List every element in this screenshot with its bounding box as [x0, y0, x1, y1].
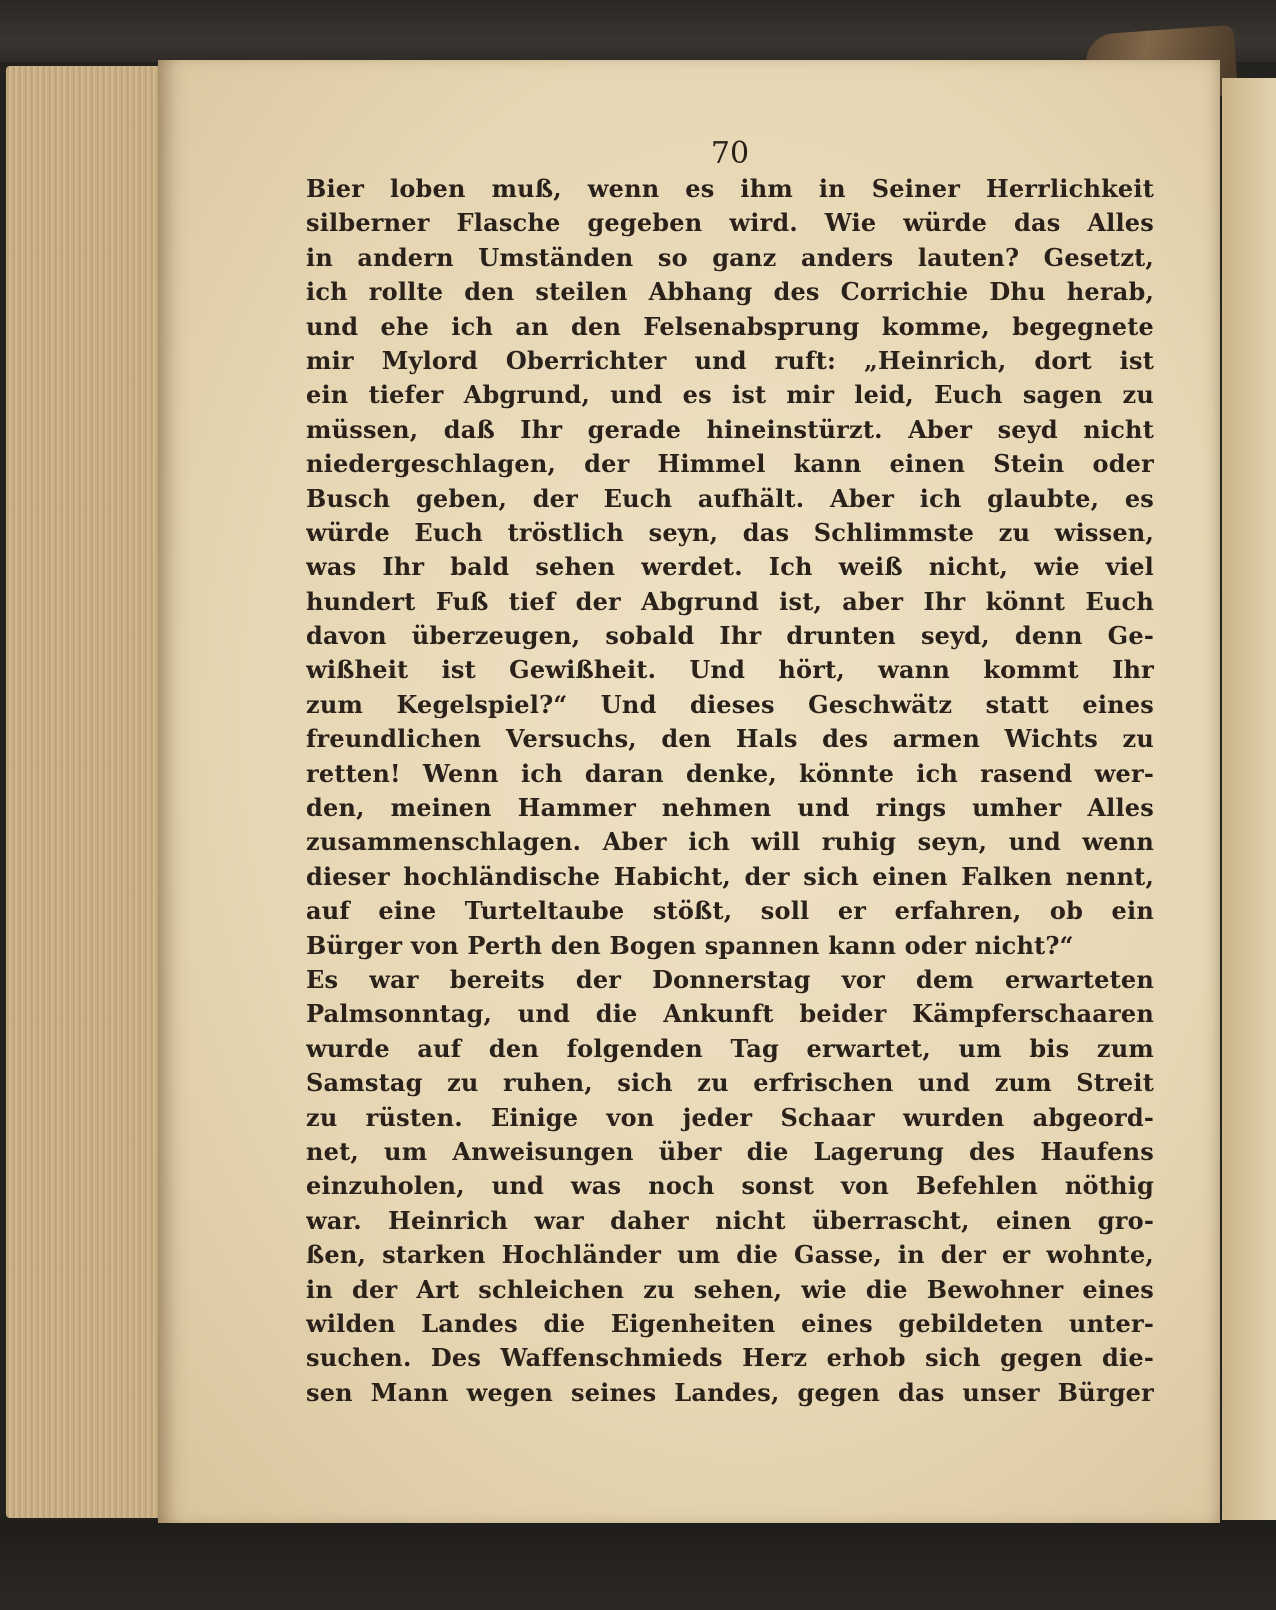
text-line: retten! Wenn ich daran denke, könnte ich rasend wer- [306, 758, 1154, 788]
text-line: niedergeschlagen, der Himmel kann einen Stein oder [306, 449, 1154, 479]
text-line: Palmsonntag, und die Ankunft beider Kämpferschaaren [306, 999, 1154, 1029]
text-line: würde Euch tröstlich seyn, das Schlimmste zu wissen, [306, 517, 1154, 547]
text-line: den, meinen Hammer nehmen und rings umher Alles [306, 793, 1154, 823]
text-line: in andern Umständen so ganz anders lauten? Gesetzt, [306, 242, 1154, 272]
text-line: ßen, starken Hochländer um die Gasse, in der er wohnte, [306, 1240, 1154, 1270]
text-line: dieser hochländische Habicht, der sich einen Falken nennt, [306, 861, 1154, 891]
body-text [306, 172, 1154, 1410]
text-line: wurde auf den folgenden Tag erwartet, um bis zum [306, 1033, 1154, 1063]
page-edges-left [6, 66, 166, 1518]
text-line: davon überzeugen, sobald Ihr drunten seyd, denn Ge- [306, 621, 1154, 651]
next-page-edge [1222, 78, 1276, 1528]
text-line: auf eine Turteltaube stößt, soll er erfahren, ob ein [306, 896, 1154, 926]
text-line: silberner Flasche gegeben wird. Wie würde das Alles [306, 208, 1154, 238]
text-line: wißheit ist Gewißheit. Und hört, wann kommt Ihr [306, 655, 1154, 685]
text-line: freundlichen Versuchs, den Hals des armen Wichts zu [306, 724, 1154, 754]
text-line: Busch geben, der Euch aufhält. Aber ich glaubte, es [306, 483, 1154, 513]
text-line: ein tiefer Abgrund, und es ist mir leid, Euch sagen zu [306, 380, 1154, 410]
text-line: sen Mann wegen seines Landes, gegen das unser Bürger [306, 1377, 1154, 1407]
text-line: mir Mylord Oberrichter und ruft: „Heinrich, dort ist [306, 345, 1154, 375]
text-line: net, um Anweisungen über die Lagerung des Haufens [306, 1136, 1154, 1166]
book-cover-bottom [0, 1520, 1276, 1610]
text-line: Es war bereits der Donnerstag vor dem erwarteten [306, 964, 1154, 994]
text-line: einzuholen, und was noch sonst von Befehlen nöthig [306, 1171, 1154, 1201]
text-line: wilden Landes die Eigenheiten eines gebildeten unter- [306, 1308, 1154, 1338]
text-line: was Ihr bald sehen werdet. Ich weiß nicht, wie viel [306, 552, 1154, 582]
text-line: und ehe ich an den Felsenabsprung komme, begegnete [306, 311, 1154, 341]
text-line: Samstag zu ruhen, sich zu erfrischen und zum Streit [306, 1068, 1154, 1098]
text-line: Bier loben muß, wenn es ihm in Seiner Herrlichkeit [306, 174, 1154, 203]
text-line: hundert Fuß tief der Abgrund ist, aber Ihr könnt Euch [306, 586, 1154, 616]
text-line: suchen. Des Waffenschmieds Herz erhob sich gegen die- [306, 1343, 1154, 1373]
text-line: Bürger von Perth den Bogen spannen kann oder nicht?“ [306, 930, 1074, 960]
page-number: 70 [710, 136, 750, 171]
text-line: zu rüsten. Einige von jeder Schaar wurden abgeord- [306, 1102, 1154, 1132]
text-line: zum Kegelspiel?“ Und dieses Geschwätz statt eines [306, 689, 1154, 719]
book-cover-top [0, 0, 1276, 62]
text-line: müssen, daß Ihr gerade hineinstürzt. Aber seyd nicht [306, 414, 1154, 444]
text-line: war. Heinrich war daher nicht überrascht, einen gro- [306, 1205, 1154, 1235]
text-line: ich rollte den steilen Abhang des Corrichie Dhu herab, [306, 277, 1154, 307]
text-line: in der Art schleichen zu sehen, wie die Bewohner eines [306, 1274, 1154, 1304]
text-line: zusammenschlagen. Aber ich will ruhig seyn, und wenn [306, 827, 1154, 857]
